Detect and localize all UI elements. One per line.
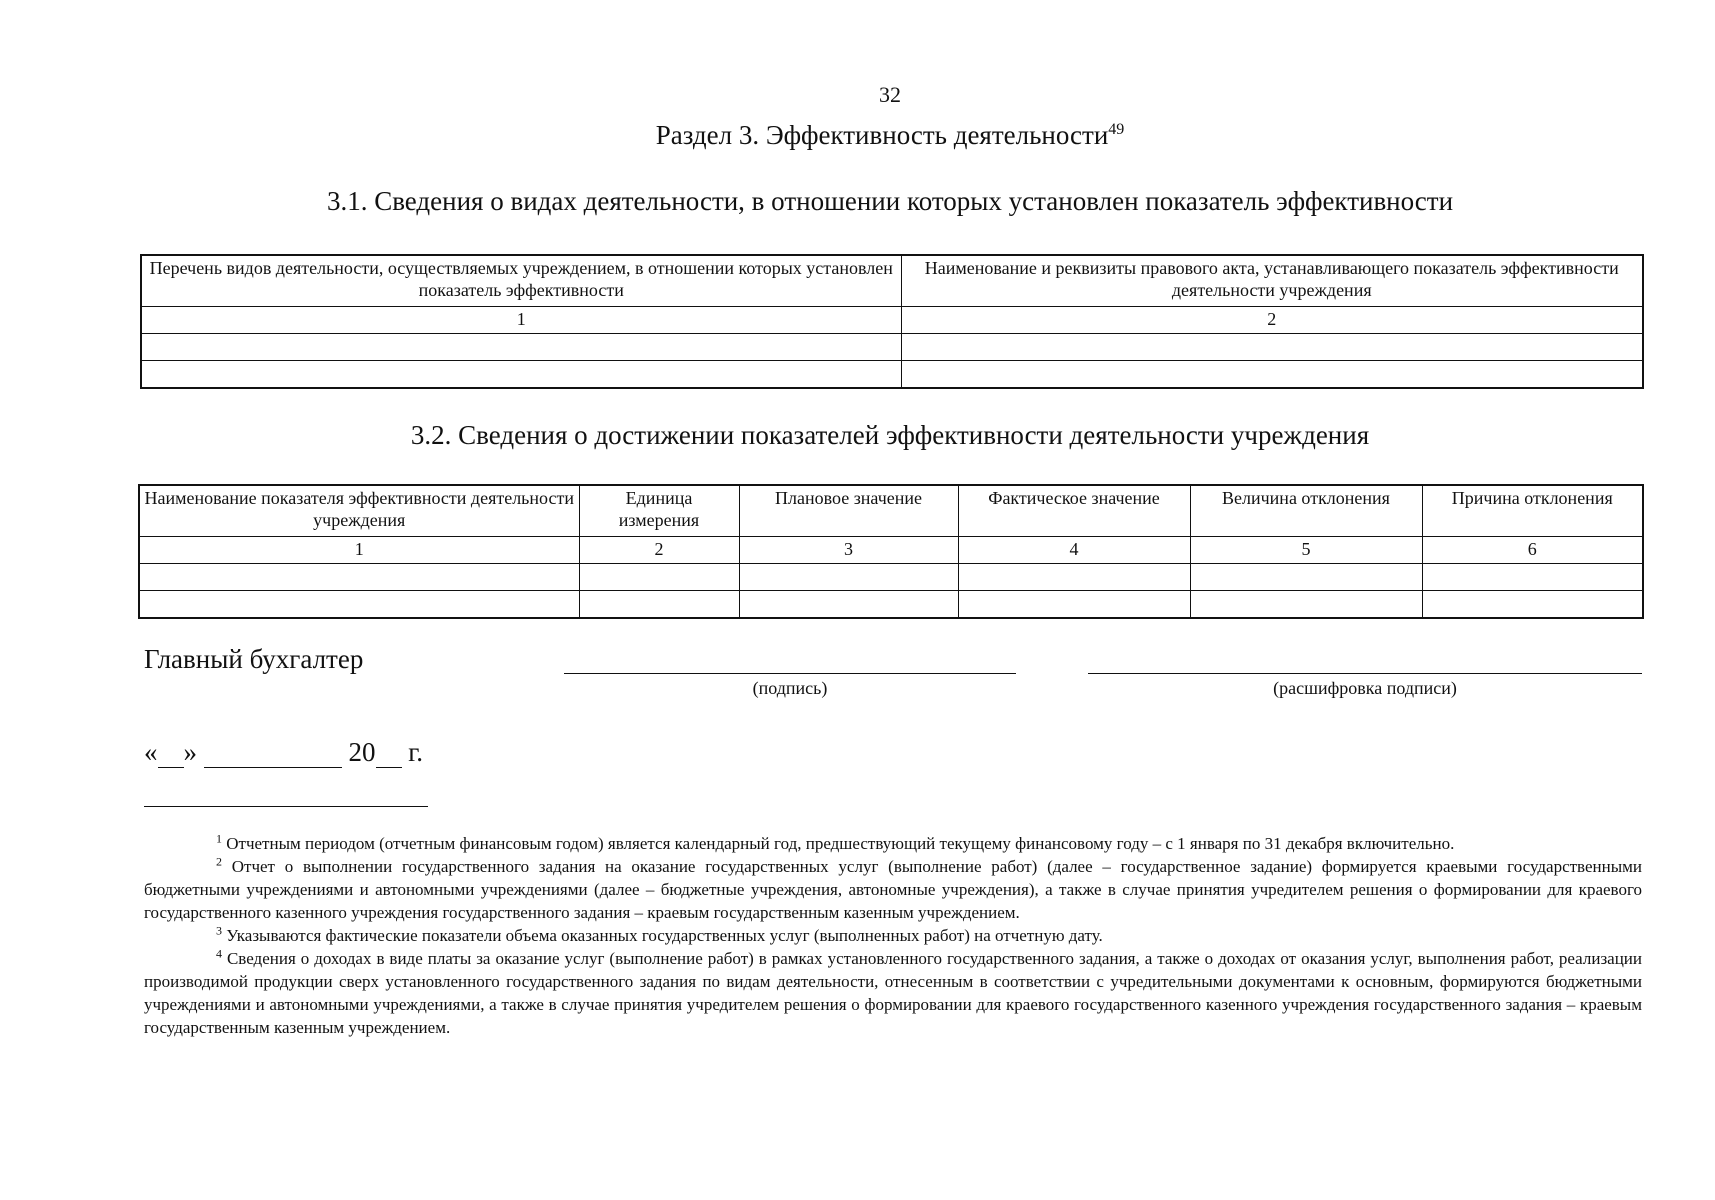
column-number: 1	[141, 307, 901, 334]
footnote-text: Отчет о выполнении государственного задания на оказание государственных услуг (выполнение работ) (далее – государственное задание) формируется краевыми государственными бюджетными учреждениями и автономными учреждениями (далее – бюджетные учреждения, автономные учреждения), а также в случае принятия учредителем решения о формировании для краевого государственного казенного учреждения государственного задания – краевым государственным казенным учреждением.	[144, 857, 1642, 922]
table-row	[141, 334, 1643, 361]
table-cell[interactable]	[958, 591, 1190, 619]
column-number: 2	[901, 307, 1643, 334]
header-cell-legal-act: Наименование и реквизиты правового акта, устанавливающего показатель эффективности деятельности учреждения	[901, 255, 1643, 307]
footnotes	[144, 832, 1642, 1039]
date-close-quote: »	[183, 737, 197, 767]
footnote-number: 3	[216, 923, 222, 938]
table-header-row	[139, 485, 1643, 537]
section-title-text: Раздел 3. Эффективность деятельности	[655, 120, 1109, 150]
footnote-2	[144, 855, 1642, 924]
footnote-number: 1	[216, 831, 222, 846]
column-number-row	[139, 537, 1643, 564]
table-cell[interactable]	[1422, 564, 1643, 591]
section-footnote-ref: 49	[1108, 121, 1125, 138]
month-blank[interactable]	[204, 743, 342, 768]
table-row	[141, 361, 1643, 389]
date-line	[144, 737, 423, 768]
footnote-separator	[144, 806, 428, 807]
signature-caption: (подпись)	[752, 678, 828, 698]
signature-decode-caption: (расшифровка подписи)	[1273, 678, 1457, 698]
footnote-number: 4	[216, 946, 222, 961]
activity-types-table	[140, 254, 1644, 389]
table-cell[interactable]	[1190, 591, 1422, 619]
table-cell[interactable]	[739, 564, 958, 591]
footnote-3	[144, 924, 1642, 947]
indicators-table	[138, 484, 1644, 619]
footnote-text: Отчетным периодом (отчетным финансовым годом) является календарный год, предшествующий текущему финансовому году – с 1 января по 31 декабря включительно.	[226, 834, 1455, 853]
table-row	[139, 564, 1643, 591]
table-cell[interactable]	[141, 334, 901, 361]
table-cell[interactable]	[958, 564, 1190, 591]
year-blank[interactable]	[376, 743, 402, 768]
day-blank[interactable]	[158, 743, 184, 768]
table-cell[interactable]	[139, 591, 579, 619]
header-cell-unit: Единица измерения	[579, 485, 739, 537]
column-number: 5	[1190, 537, 1422, 564]
table-cell[interactable]	[901, 334, 1643, 361]
subsection-3-2-title: 3.2. Сведения о достижении показателей эффективности деятельности учреждения	[410, 420, 1370, 450]
section-title	[0, 120, 1715, 151]
header-cell-indicator-name: Наименование показателя эффективности деятельности учреждения	[139, 485, 579, 537]
page-number: 32	[879, 82, 901, 107]
signature-decode-line[interactable]	[1088, 673, 1642, 674]
table-cell[interactable]	[579, 591, 739, 619]
table-cell[interactable]	[1190, 564, 1422, 591]
column-number-row	[141, 307, 1643, 334]
column-number: 3	[739, 537, 958, 564]
table-cell[interactable]	[579, 564, 739, 591]
year-suffix: г.	[408, 737, 424, 767]
header-cell-deviation-reason: Причина отклонения	[1422, 485, 1643, 537]
footnote-text: Сведения о доходах в виде платы за оказание услуг (выполнение работ) в рамках установленного государственного задания, а также о доходах от оказания услуг, выполнения работ, реализации производимой продукции сверх установленного государственного задания по видам деятельности, отнесенным в соответствии с учредительными документами к основным, формируются бюджетными учреждениями и автономными учреждениями, а также в случае принятия учредителем решения о формировании для краевого государственного казенного учреждения государственного задания – краевым государственным казенным учреждением.	[144, 949, 1642, 1037]
table-cell[interactable]	[139, 564, 579, 591]
table-header-row	[141, 255, 1643, 307]
signature-line[interactable]	[564, 673, 1016, 674]
table-cell[interactable]	[141, 361, 901, 389]
table-row	[139, 591, 1643, 619]
chief-accountant-label: Главный бухгалтер	[144, 644, 364, 674]
table-cell[interactable]	[739, 591, 958, 619]
date-open-quote: «	[144, 737, 158, 767]
column-number: 6	[1422, 537, 1643, 564]
table-cell[interactable]	[901, 361, 1643, 389]
subsection-3-1-title: 3.1. Сведения о видах деятельности, в отношении которых установлен показатель эффективности	[326, 186, 1454, 216]
footnote-text: Указываются фактические показатели объема оказанных государственных услуг (выполненных работ) на отчетную дату.	[226, 926, 1103, 945]
header-cell-actual-value: Фактическое значение	[958, 485, 1190, 537]
footnote-4	[144, 947, 1642, 1039]
header-cell-deviation-value: Величина отклонения	[1190, 485, 1422, 537]
footnote-1	[144, 832, 1642, 855]
header-cell-activity-list: Перечень видов деятельности, осуществляемых учреждением, в отношении которых установлен показатель эффективности	[141, 255, 901, 307]
column-number: 4	[958, 537, 1190, 564]
column-number: 1	[139, 537, 579, 564]
column-number: 2	[579, 537, 739, 564]
year-prefix: 20	[348, 737, 376, 767]
table-cell[interactable]	[1422, 591, 1643, 619]
footnote-number: 2	[216, 854, 222, 869]
header-cell-planned-value: Плановое значение	[739, 485, 958, 537]
